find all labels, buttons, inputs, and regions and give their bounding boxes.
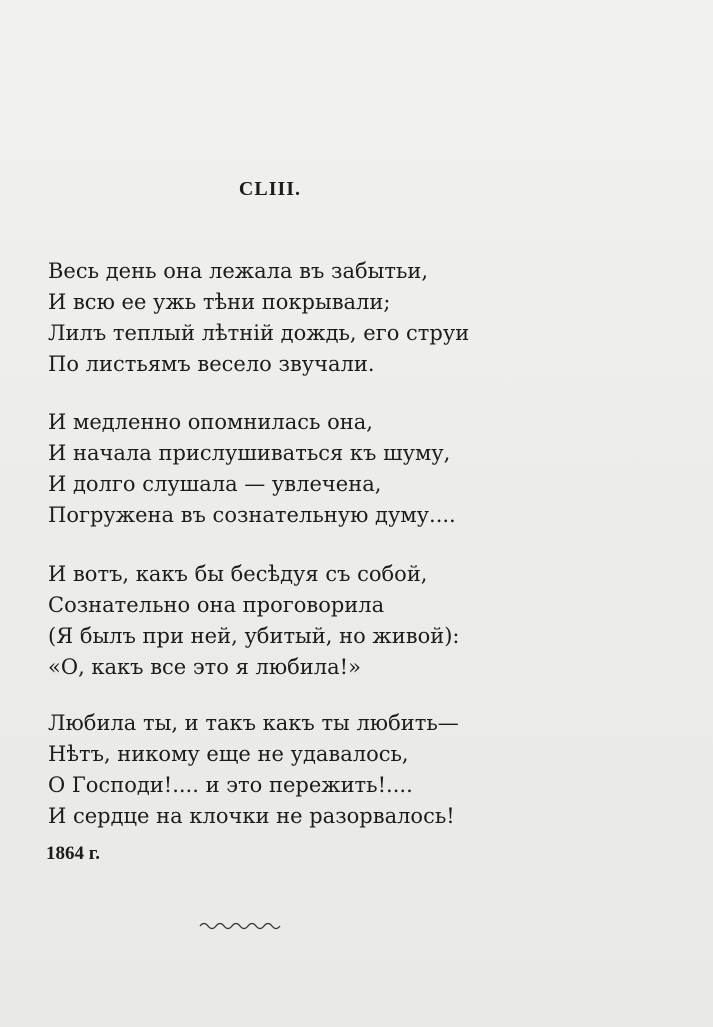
poem-line: И вотъ, какъ бы бесѣдуя съ собой,	[48, 562, 428, 586]
poem-date: 1864 г.	[46, 843, 100, 864]
poem-line: И сердце на клочки не разорвалось!	[48, 804, 455, 828]
stanza-4	[48, 708, 459, 832]
poem-line: Нѣтъ, никому еще не удавалось,	[48, 742, 409, 766]
ornament-divider	[198, 918, 282, 934]
stanza-1	[48, 256, 469, 380]
poem-line: Весь день она лежала въ забытьи,	[48, 259, 429, 283]
poem-number: CLIII.	[238, 178, 302, 200]
poem-line: Сознательно она проговорила	[48, 593, 385, 617]
poem-line: «О, какъ все это я любила!»	[48, 655, 361, 679]
poem-line: И всю ее ужь тѣни покрывали;	[48, 290, 391, 314]
poem-line: И медленно опомнилась она,	[48, 410, 373, 434]
poem-line: (Я былъ при ней, убитый, но живой):	[48, 624, 460, 648]
poem-line: Погружена въ сознательную думу....	[48, 503, 456, 527]
poem-line: О Господи!.... и это пережить!....	[48, 773, 413, 797]
poem-line: И начала прислушиваться къ шуму,	[48, 441, 451, 465]
poem-line: И долго слушала — увлечена,	[48, 472, 382, 496]
poem-line: Любила ты, и такъ какъ ты любить—	[48, 711, 459, 735]
poem-line: По листьямъ весело звучали.	[48, 352, 375, 376]
stanza-3	[48, 559, 459, 683]
poem-line: Лилъ теплый лѣтній дождь, его струи	[48, 321, 470, 345]
stanza-2	[48, 407, 456, 531]
